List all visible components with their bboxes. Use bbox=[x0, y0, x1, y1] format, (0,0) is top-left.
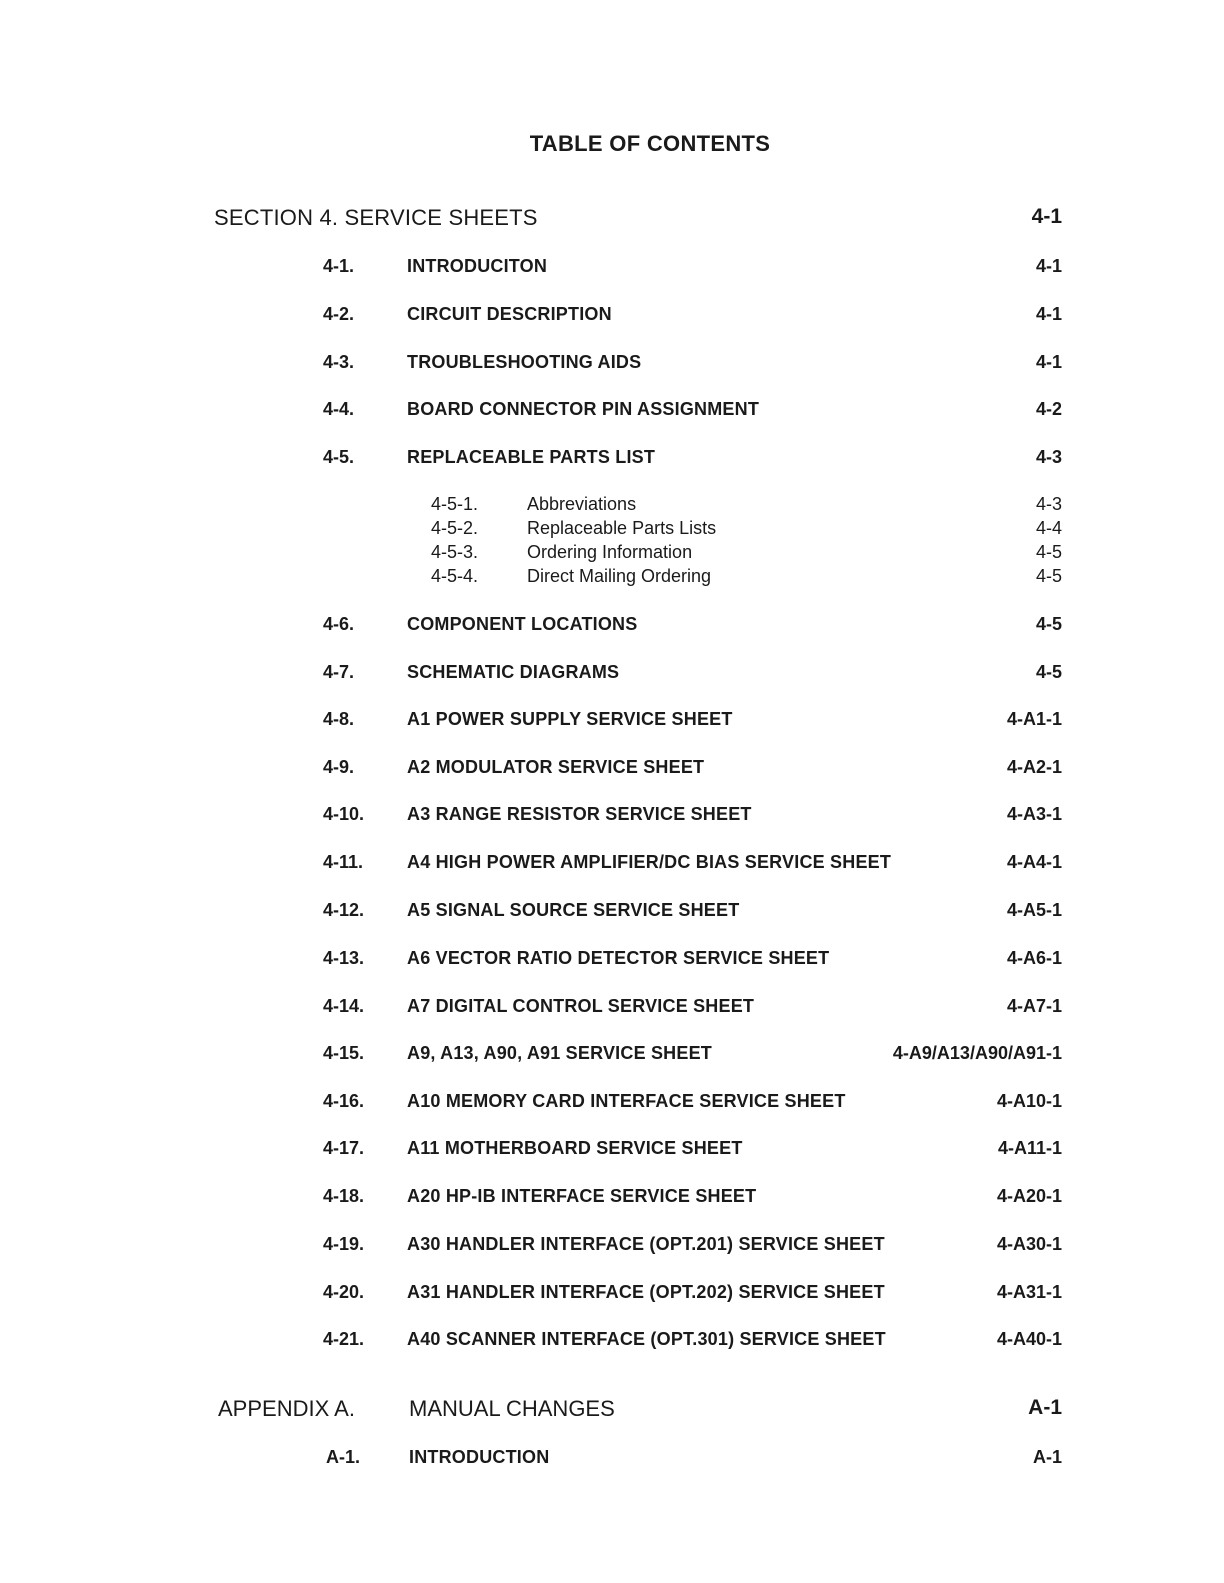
entry-number: 4-15. bbox=[323, 1043, 365, 1063]
entry-number: 4-18. bbox=[323, 1186, 365, 1206]
toc-subentry[interactable] bbox=[0, 566, 1224, 596]
entry-page: 4-A30-1 bbox=[996, 1234, 1062, 1254]
toc-entry[interactable] bbox=[0, 1138, 1224, 1168]
entry-title: A30 HANDLER INTERFACE (OPT.201) SERVICE SHEET bbox=[407, 1234, 885, 1254]
entry-page: 4-A2-1 bbox=[1006, 757, 1062, 777]
entry-page: 4-A4-1 bbox=[1006, 852, 1062, 872]
entry-title: A7 DIGITAL CONTROL SERVICE SHEET bbox=[407, 996, 755, 1016]
entry-title: REPLACEABLE PARTS LIST bbox=[407, 447, 656, 467]
entry-title: COMPONENT LOCATIONS bbox=[407, 614, 638, 634]
entry-number: 4-12. bbox=[323, 900, 365, 920]
entry-page: 4-1 bbox=[1035, 256, 1062, 276]
entry-page: 4-A31-1 bbox=[996, 1282, 1062, 1302]
entry-title: INTRODUCTION bbox=[409, 1447, 550, 1467]
entry-number: A-1. bbox=[326, 1447, 361, 1467]
entry-title: A40 SCANNER INTERFACE (OPT.301) SERVICE SHEET bbox=[407, 1329, 886, 1349]
toc-entry[interactable] bbox=[0, 804, 1224, 834]
entry-number: 4-3. bbox=[323, 352, 355, 372]
appendix-label: APPENDIX A. bbox=[218, 1396, 355, 1421]
entry-page: 4-A6-1 bbox=[1006, 948, 1062, 968]
toc-entry[interactable] bbox=[0, 1043, 1224, 1073]
entry-number: 4-16. bbox=[323, 1091, 365, 1111]
subentry-page: 4-5 bbox=[1035, 566, 1062, 586]
entry-number: 4-5. bbox=[323, 447, 355, 467]
subentry-title: Direct Mailing Ordering bbox=[527, 566, 712, 586]
entry-number: 4-21. bbox=[323, 1329, 365, 1349]
entry-title: BOARD CONNECTOR PIN ASSIGNMENT bbox=[407, 399, 760, 419]
toc-entry[interactable] bbox=[0, 256, 1224, 286]
entry-title: A6 VECTOR RATIO DETECTOR SERVICE SHEET bbox=[407, 948, 830, 968]
section-label: SECTION 4. SERVICE SHEETS bbox=[214, 205, 538, 230]
entry-page: 4-A10-1 bbox=[996, 1091, 1062, 1111]
appendix-heading[interactable] bbox=[0, 1396, 1224, 1426]
entry-number: 4-13. bbox=[323, 948, 365, 968]
toc-entry[interactable] bbox=[0, 996, 1224, 1026]
subentry-title: Ordering Information bbox=[527, 542, 693, 562]
toc-entry[interactable] bbox=[0, 709, 1224, 739]
toc-entry[interactable] bbox=[0, 1329, 1224, 1359]
entry-number: 4-6. bbox=[323, 614, 355, 634]
entry-title: A5 SIGNAL SOURCE SERVICE SHEET bbox=[407, 900, 740, 920]
entry-page: A-1 bbox=[1032, 1447, 1062, 1467]
entry-page: 4-A1-1 bbox=[1006, 709, 1062, 729]
entry-page: 4-3 bbox=[1035, 447, 1062, 467]
entry-page: 4-A20-1 bbox=[996, 1186, 1062, 1206]
entry-number: 4-2. bbox=[323, 304, 355, 324]
entry-number: 4-7. bbox=[323, 662, 355, 682]
entry-title: A3 RANGE RESISTOR SERVICE SHEET bbox=[407, 804, 752, 824]
entry-page: 4-5 bbox=[1035, 614, 1062, 634]
entry-number: 4-10. bbox=[323, 804, 365, 824]
entry-page: 4-A5-1 bbox=[1006, 900, 1062, 920]
entry-page: 4-A9/A13/A90/A91-1 bbox=[892, 1043, 1062, 1063]
toc-entry[interactable] bbox=[0, 1186, 1224, 1216]
section-heading[interactable] bbox=[0, 205, 1224, 235]
entry-title: SCHEMATIC DIAGRAMS bbox=[407, 662, 620, 682]
subentry-page: 4-3 bbox=[1035, 494, 1062, 514]
toc-entry[interactable] bbox=[0, 1234, 1224, 1264]
toc-entry[interactable] bbox=[0, 1282, 1224, 1312]
entry-number: 4-14. bbox=[323, 996, 365, 1016]
entry-number: 4-17. bbox=[323, 1138, 365, 1158]
page-title: TABLE OF CONTENTS bbox=[529, 131, 771, 156]
entry-title: A1 POWER SUPPLY SERVICE SHEET bbox=[407, 709, 733, 729]
entry-number: 4-4. bbox=[323, 399, 355, 419]
section-page: 4-1 bbox=[1031, 205, 1062, 228]
subentry-number: 4-5-1. bbox=[431, 494, 479, 514]
entry-title: CIRCUIT DESCRIPTION bbox=[407, 304, 612, 324]
entry-number: 4-8. bbox=[323, 709, 355, 729]
entry-title: A10 MEMORY CARD INTERFACE SERVICE SHEET bbox=[407, 1091, 846, 1111]
entry-page: 4-A11-1 bbox=[997, 1138, 1062, 1158]
subentry-title: Replaceable Parts Lists bbox=[527, 518, 717, 538]
appendix-entry[interactable] bbox=[0, 1447, 1224, 1477]
entry-title: TROUBLESHOOTING AIDS bbox=[407, 352, 642, 372]
toc-entry[interactable] bbox=[0, 304, 1224, 334]
toc-entry[interactable] bbox=[0, 757, 1224, 787]
toc-entry[interactable] bbox=[0, 662, 1224, 692]
entry-page: 4-5 bbox=[1035, 662, 1062, 682]
subentry-number: 4-5-3. bbox=[431, 542, 479, 562]
entry-title: A20 HP-IB INTERFACE SERVICE SHEET bbox=[407, 1186, 757, 1206]
entry-page: 4-1 bbox=[1035, 304, 1062, 324]
subentry-number: 4-5-4. bbox=[431, 566, 479, 586]
toc-entry[interactable] bbox=[0, 352, 1224, 382]
entry-title: A4 HIGH POWER AMPLIFIER/DC BIAS SERVICE SHEET bbox=[407, 852, 892, 872]
entry-page: 4-2 bbox=[1035, 399, 1062, 419]
entry-page: 4-A40-1 bbox=[996, 1329, 1062, 1349]
entry-number: 4-11. bbox=[323, 852, 364, 872]
subentry-page: 4-4 bbox=[1035, 518, 1062, 538]
toc-entry[interactable] bbox=[0, 399, 1224, 429]
entry-title: A11 MOTHERBOARD SERVICE SHEET bbox=[407, 1138, 743, 1158]
entry-title: A9, A13, A90, A91 SERVICE SHEET bbox=[407, 1043, 712, 1063]
toc-entry[interactable] bbox=[0, 948, 1224, 978]
entry-page: 4-A3-1 bbox=[1006, 804, 1062, 824]
appendix-page: A-1 bbox=[1028, 1396, 1062, 1419]
toc-entry[interactable] bbox=[0, 614, 1224, 644]
entry-page: 4-A7-1 bbox=[1006, 996, 1062, 1016]
appendix-title: MANUAL CHANGES bbox=[409, 1396, 615, 1421]
toc-entry[interactable] bbox=[0, 852, 1224, 882]
entry-title: A2 MODULATOR SERVICE SHEET bbox=[407, 757, 705, 777]
entry-title: INTRODUCITON bbox=[407, 256, 548, 276]
entry-number: 4-9. bbox=[323, 757, 355, 777]
entry-number: 4-1. bbox=[323, 256, 355, 276]
entry-number: 4-20. bbox=[323, 1282, 365, 1302]
entry-page: 4-1 bbox=[1035, 352, 1062, 372]
subentry-page: 4-5 bbox=[1035, 542, 1062, 562]
toc-entry[interactable] bbox=[0, 1091, 1224, 1121]
entry-title: A31 HANDLER INTERFACE (OPT.202) SERVICE SHEET bbox=[407, 1282, 885, 1302]
toc-entry[interactable] bbox=[0, 900, 1224, 930]
toc-entry[interactable] bbox=[0, 447, 1224, 477]
subentry-number: 4-5-2. bbox=[431, 518, 479, 538]
entry-number: 4-19. bbox=[323, 1234, 365, 1254]
subentry-title: Abbreviations bbox=[527, 494, 637, 514]
